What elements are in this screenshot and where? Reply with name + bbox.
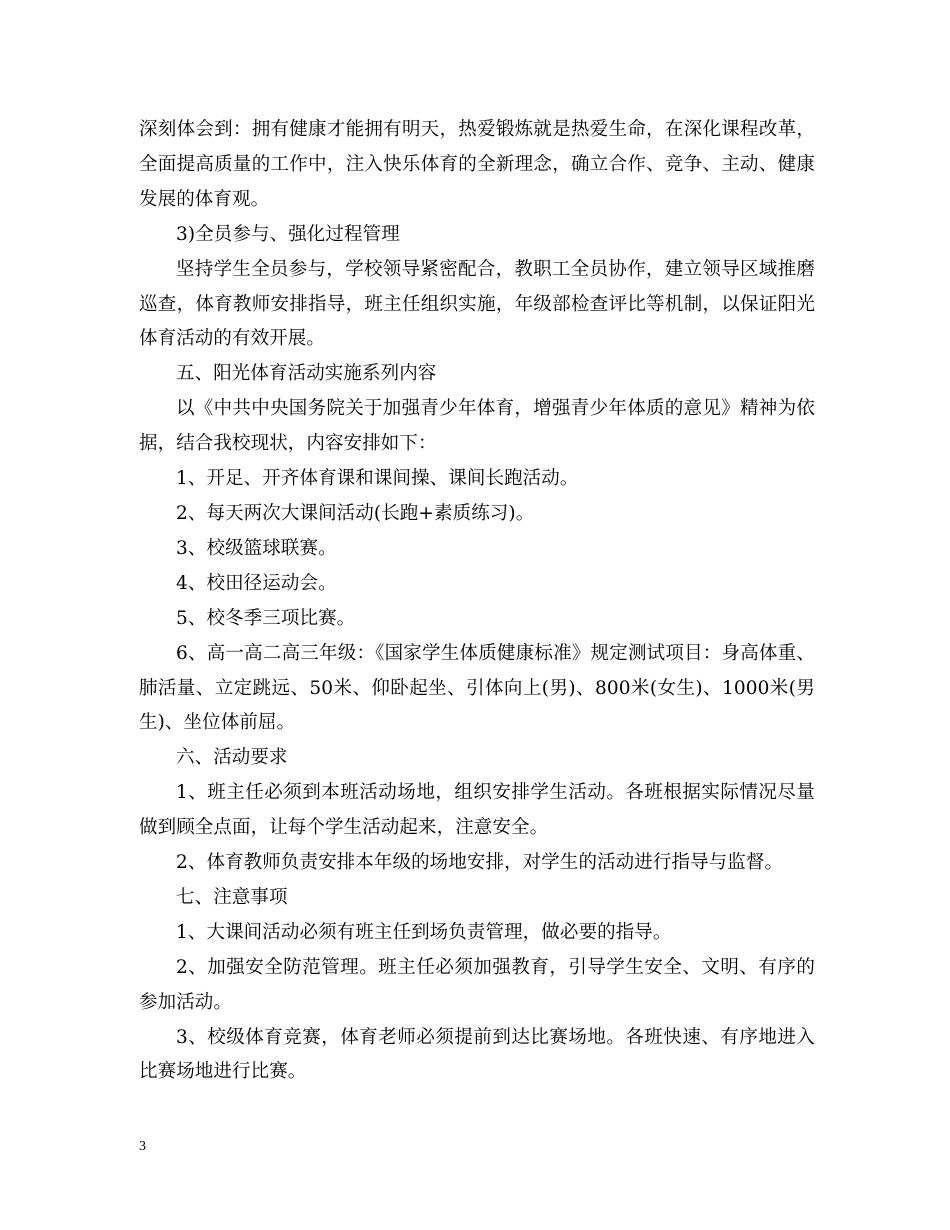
requirement-item-2: 2、体育教师负责安排本年级的场地安排，对学生的活动进行指导与监督。 <box>176 852 784 874</box>
list-item-4: 4、校田径运动会。 <box>176 572 337 594</box>
paragraph-participation: 坚持学生全员参与，学校领导紧密配合，教职工全员协作，建立领导区域推磨巡查，体育教师安排指导，班主任组织实施，年级部检查评比等机制，以保证阳光体育活动的有效开展。 <box>139 258 815 350</box>
notice-item-3: 3、校级体育竞赛，体育老师必须提前到达比赛场地。各班快速、有序地进入比赛场地进行比赛。 <box>139 1026 815 1083</box>
list-item-2: 2、每天两次大课间活动(长跑+素质练习)。 <box>176 502 535 524</box>
notice-item-2: 2、加强安全防范管理。班主任必须加强教育，引导学生安全、文明、有序的参加活动。 <box>139 956 815 1013</box>
notice-item-1: 1、大课间活动必须有班主任到场负责管理，做必要的指导。 <box>176 921 672 943</box>
paragraph-continuation: 深刻体会到：拥有健康才能拥有明天，热爱锻炼就是热爱生命，在深化课程改革，全面提高质量的工作中，注入快乐体育的全新理念，确立合作、竞争、主动、健康发展的体育观。 <box>139 119 815 210</box>
section-heading-six: 六、活动要求 <box>176 747 288 769</box>
section-heading-five: 五、阳光体育活动实施系列内容 <box>176 363 437 385</box>
list-item-1: 1、开足、开齐体育课和课间操、课间长跑活动。 <box>176 468 579 490</box>
list-item-5: 5、校冬季三项比赛。 <box>176 607 356 629</box>
requirement-item-1: 1、班主任必须到本班活动场地，组织安排学生活动。各班根据实际情况尽量做到顾全点面，让每个学生活动起来，注意安全。 <box>139 782 815 839</box>
page-number: 3 <box>139 1139 146 1154</box>
subheading-full-participation: 3)全员参与、强化过程管理 <box>176 223 400 245</box>
list-item-6: 6、高一高二高三年级：《国家学生体质健康标准》规定测试项目：身高体重、肺活量、立定跳远、50米、仰卧起坐、引体向上(男)、800米(女生)、1000米(男生)、坐位体前屈。 <box>139 642 815 734</box>
paragraph-basis: 以《中共中央国务院关于加强青少年体育，增强青少年体质的意见》精神为依据，结合我校现状，内容安排如下： <box>139 398 815 455</box>
section-heading-seven: 七、注意事项 <box>176 886 288 908</box>
list-item-3: 3、校级篮球联赛。 <box>176 537 337 559</box>
document-body <box>139 113 815 1090</box>
